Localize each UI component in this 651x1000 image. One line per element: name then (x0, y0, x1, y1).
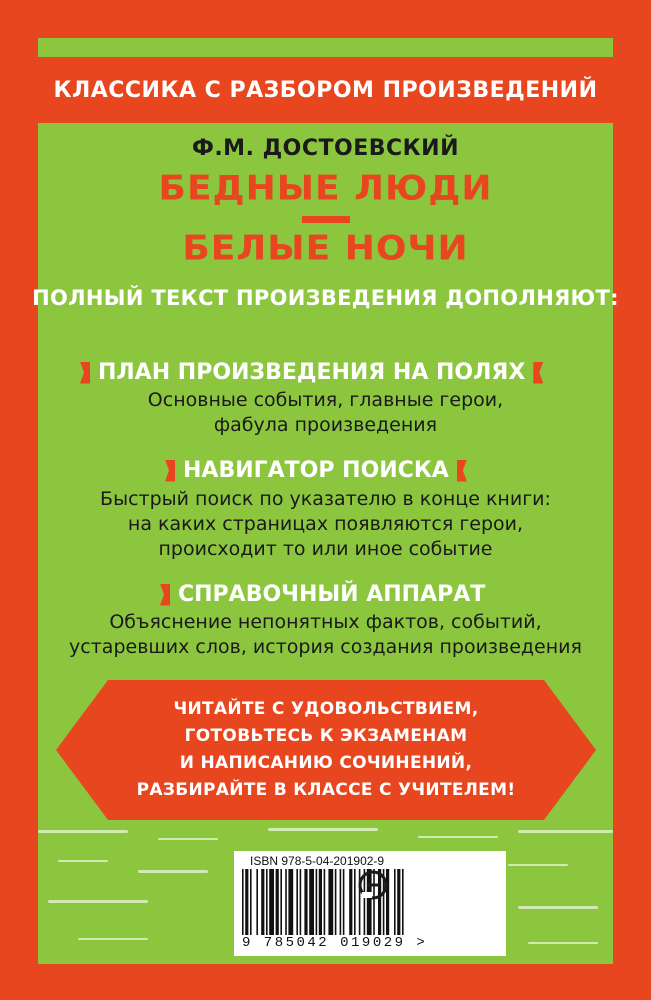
barcode-bar (256, 869, 258, 935)
series-title: КЛАССИКА С РАЗБОРОМ ПРОИЗВЕДЕНИЙ (53, 77, 598, 103)
barcode-bar (316, 869, 318, 935)
barcode-box (234, 851, 506, 956)
feature-desc-line: происходит то или иное событие (158, 538, 493, 560)
barcode-bar (335, 869, 337, 935)
bracket-right-icon (457, 460, 467, 482)
barcode-bar (266, 869, 268, 935)
barcode-bar (397, 869, 400, 935)
cta-line: РАЗБИРАЙТЕ В КЛАССЕ С УЧИТЕЛЕМ! (136, 780, 516, 800)
barcode-bar (300, 869, 302, 935)
barcode-bar (269, 869, 274, 935)
feature-desc-line: на каких страницах появляются герои, (127, 513, 524, 535)
cta-line: ГОТОВЬТЕСЬ К ЭКЗАМЕНАМ (184, 726, 468, 746)
feature-heading-navigator (165, 458, 467, 483)
banner-notch-right (544, 680, 596, 820)
barcode-number: 9 785042 019029 > (242, 935, 428, 951)
barcode-bar (261, 869, 264, 935)
barcode-bar (394, 869, 396, 935)
bracket-left-icon (165, 460, 175, 482)
feature-heading-text: НАВИГАТОР ПОИСКА (183, 458, 449, 483)
barcode-bar (354, 869, 356, 935)
feature-desc-line: фабула произведения (213, 414, 438, 436)
barcode-bar (250, 869, 252, 935)
author-name: Ф.М. ДОСТОЕВСКИЙ (192, 136, 459, 161)
barcode-bar (285, 869, 287, 935)
feature-desc-line: Объяснение непонятных фактов, событий, (109, 611, 542, 633)
features-intro: ПОЛНЫЙ ТЕКСТ ПРОИЗВЕДЕНИЯ ДОПОЛНЯЮТ: (32, 286, 619, 310)
barcode-bar (288, 869, 293, 935)
banner-notch-left (56, 680, 108, 820)
barcode-bar (309, 869, 314, 935)
cta-line: И НАПИСАНИЮ СОЧИНЕНИЙ, (179, 753, 473, 773)
feature-heading-text: ПЛАН ПРОИЗВЕДЕНИЯ НА ПОЛЯХ (98, 360, 526, 385)
bracket-left-icon (160, 584, 170, 606)
barcode-bar (296, 869, 298, 935)
feature-heading-text: СПРАВОЧНЫЙ АППАРАТ (178, 582, 486, 607)
title-separator (302, 216, 350, 223)
book-title-2: БЕЛЫЕ НОЧИ (182, 229, 469, 268)
bracket-right-icon (533, 362, 543, 384)
feature-desc-line: Быстрый поиск по указателю в конце книги: (100, 488, 551, 510)
barcode-bar (340, 869, 342, 935)
barcode-bar (304, 869, 307, 935)
call-to-action-banner (108, 680, 544, 820)
book-title-1: БЕДНЫЕ ЛЮДИ (158, 169, 493, 208)
feature-desc-reference (20, 610, 631, 660)
barcode-bar (245, 869, 248, 935)
feature-heading-plan (80, 360, 543, 385)
barcode-bar (349, 869, 352, 935)
eksmo-logo-icon (358, 870, 388, 900)
barcode-bar (402, 869, 404, 935)
feature-desc-navigator (40, 487, 611, 562)
barcode-bar (242, 869, 244, 935)
feature-desc-plan (40, 388, 611, 438)
barcode-bar (324, 869, 326, 935)
feature-desc-line: устаревших слов, история создания произведения (69, 636, 582, 658)
feature-desc-line: Основные события, главные герои, (147, 389, 504, 411)
barcode-bar (280, 869, 282, 935)
feature-heading-reference (160, 582, 485, 607)
isbn-label: ISBN 978-5-04-201902-9 (250, 854, 385, 868)
series-banner (0, 57, 651, 123)
barcode-bar (319, 869, 322, 935)
barcode-bar (328, 869, 333, 935)
barcode-bar (343, 869, 345, 935)
bracket-left-icon (80, 362, 90, 384)
cta-line: ЧИТАЙТЕ С УДОВОЛЬСТВИЕМ, (173, 699, 479, 719)
barcode-bar (276, 869, 279, 935)
call-to-action-text (108, 696, 544, 804)
